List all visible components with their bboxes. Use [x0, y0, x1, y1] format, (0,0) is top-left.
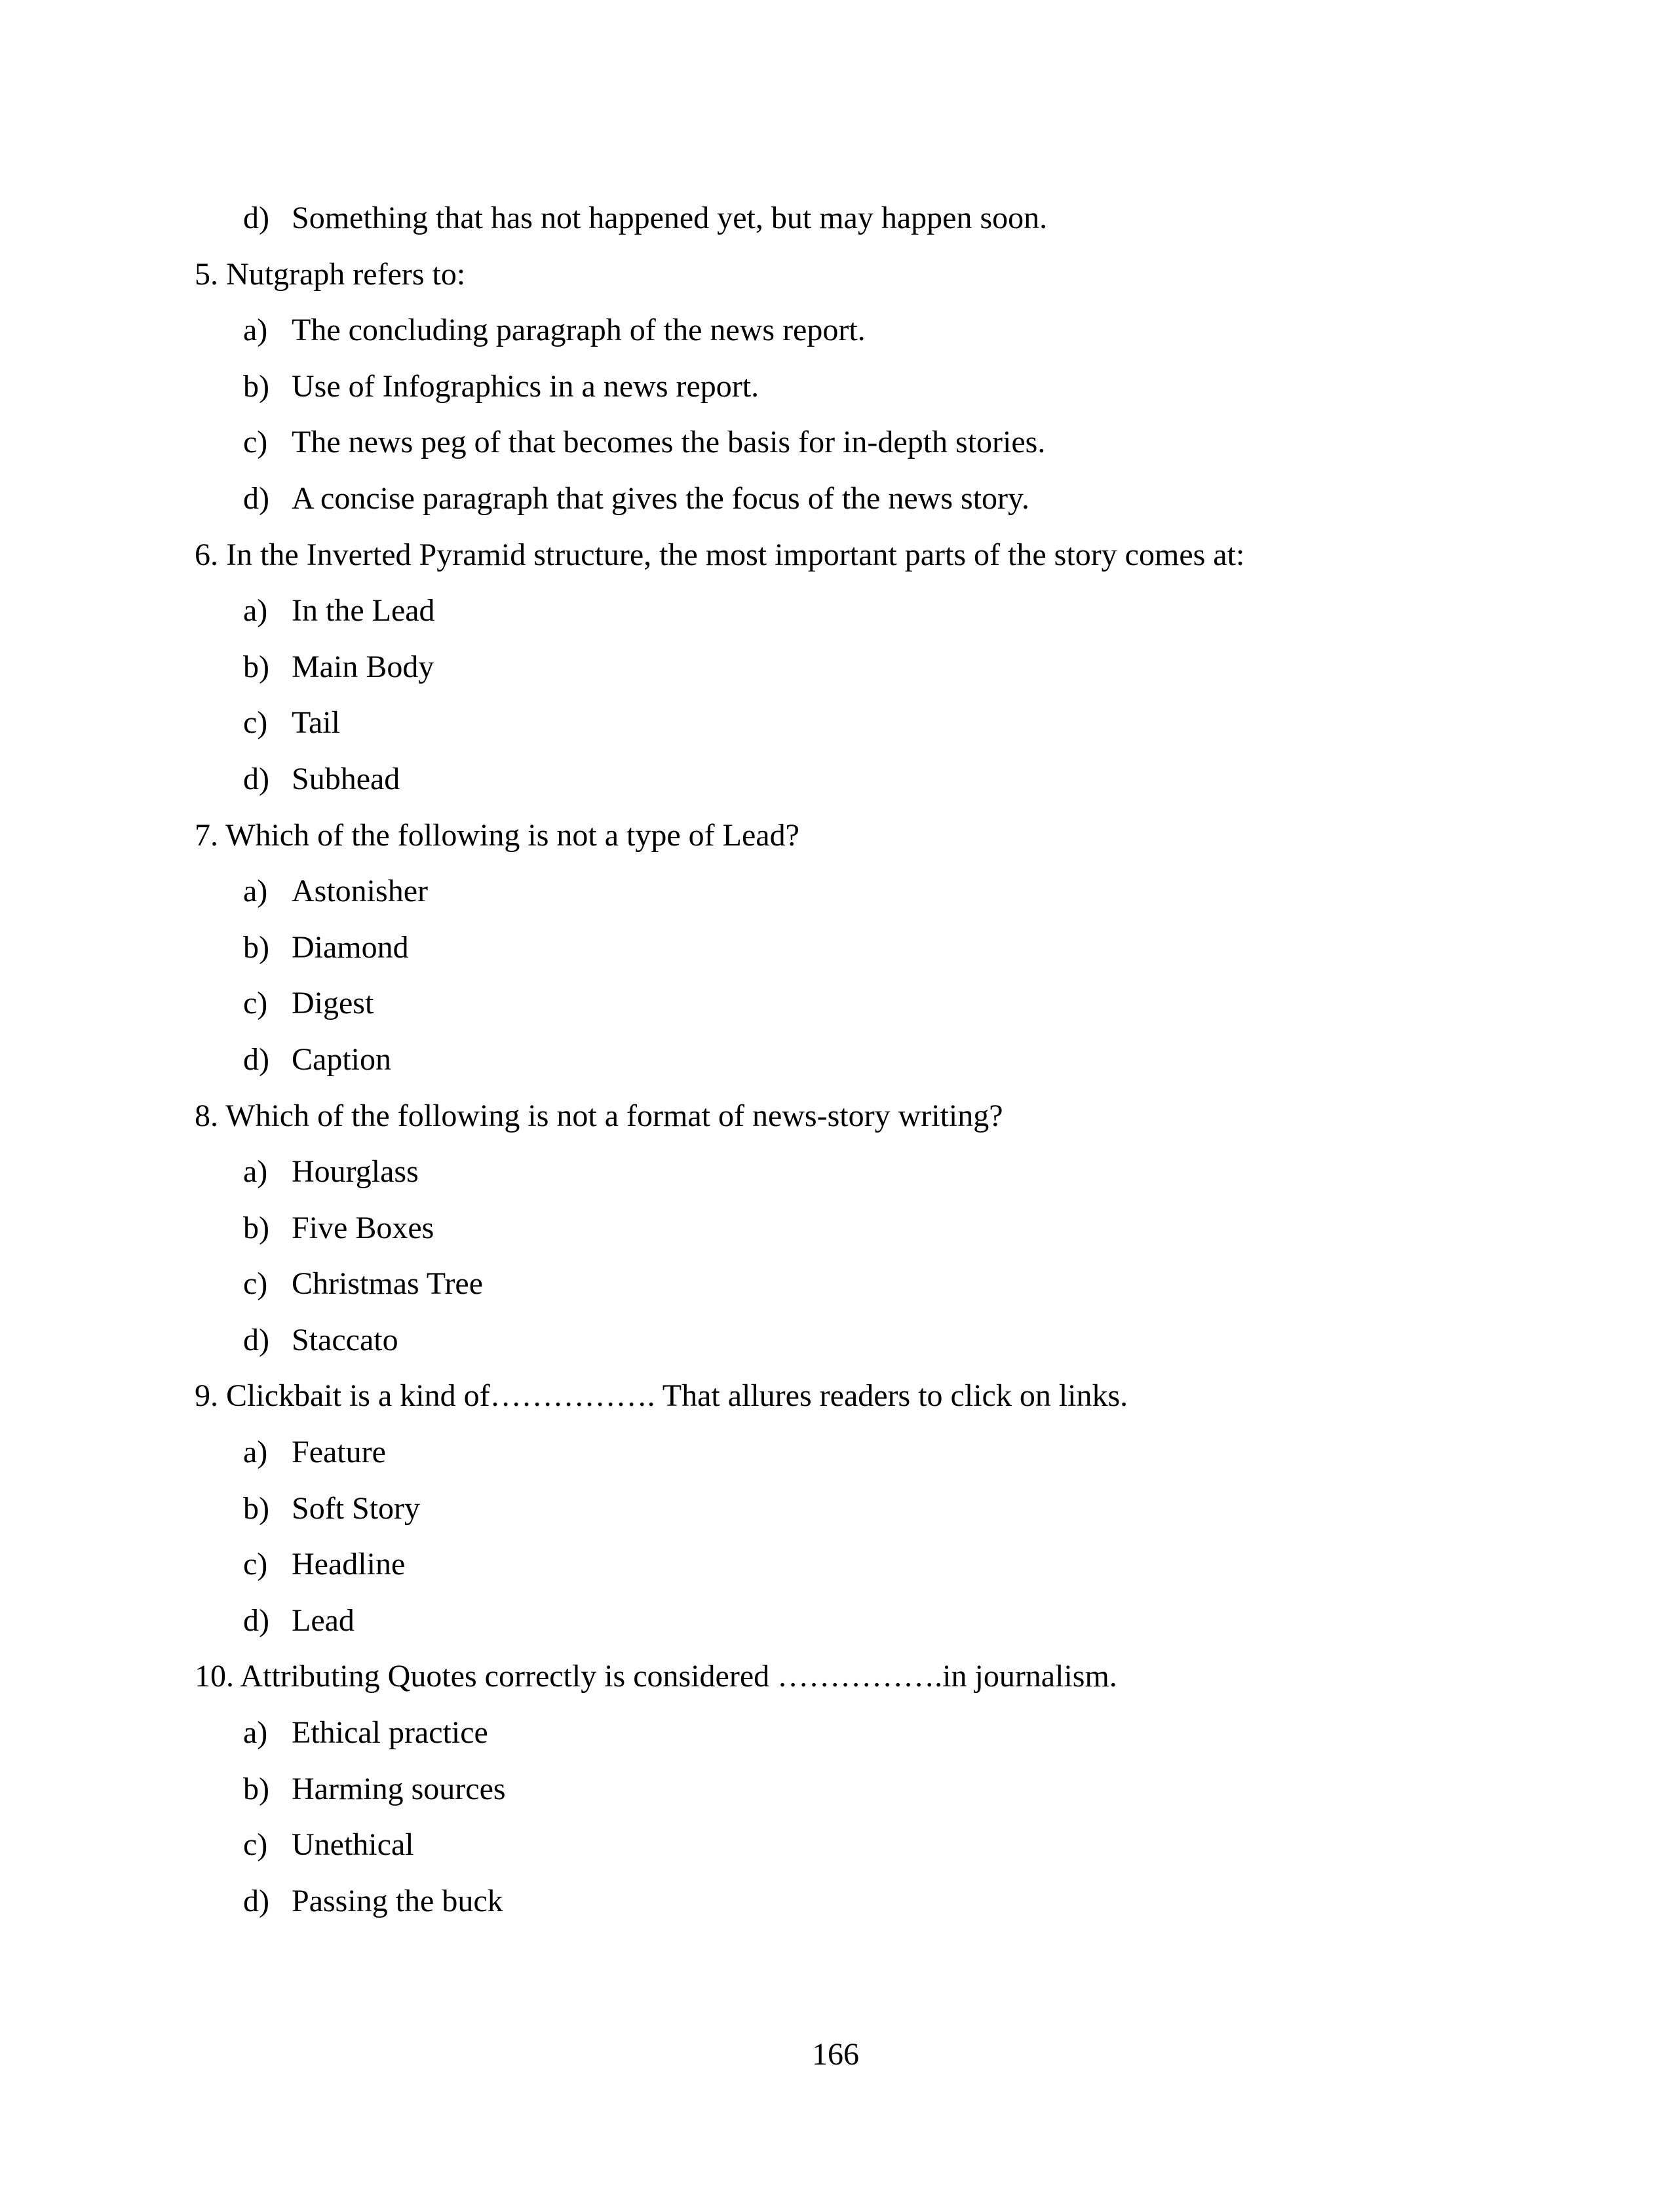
option-letter: a)	[243, 1435, 268, 1470]
option-letter: b)	[243, 649, 269, 684]
option-text: A concise paragraph that gives the focus of the news story.	[292, 480, 1029, 516]
option-6a	[195, 583, 1505, 639]
option-letter: b)	[243, 929, 269, 965]
option-text: In the Lead	[292, 593, 435, 629]
option-letter: b)	[243, 1490, 269, 1526]
option-text: Lead	[292, 1602, 355, 1638]
option-letter: a)	[243, 1154, 268, 1190]
option-10a	[195, 1705, 1505, 1761]
option-5a	[195, 302, 1505, 359]
option-letter: b)	[243, 1771, 269, 1806]
option-text: The concluding paragraph of the news report.	[292, 313, 866, 348]
option-9d	[195, 1593, 1505, 1649]
option-9b	[195, 1481, 1505, 1537]
option-text: Feature	[292, 1435, 386, 1470]
option-7a	[195, 863, 1505, 920]
option-6d	[195, 751, 1505, 807]
option-5d	[195, 471, 1505, 527]
option-10d	[195, 1873, 1505, 1930]
option-text: Harming sources	[292, 1771, 506, 1806]
option-letter: c)	[243, 1266, 268, 1302]
page-number: 166	[812, 2037, 859, 2072]
option-10b	[195, 1761, 1505, 1817]
option-text: Digest	[292, 986, 374, 1021]
option-9c	[195, 1536, 1505, 1593]
option-text: Tail	[292, 705, 340, 741]
option-letter: c)	[243, 425, 268, 460]
option-text: Diamond	[292, 929, 409, 965]
option-text: Staccato	[292, 1322, 398, 1357]
option-6c	[195, 695, 1505, 751]
option-letter: d)	[243, 1602, 269, 1638]
option-9a	[195, 1424, 1505, 1481]
option-8a	[195, 1144, 1505, 1200]
question-9: 9. Clickbait is a kind of……………. That allures readers to click on links.	[195, 1378, 1128, 1414]
option-8c	[195, 1256, 1505, 1312]
option-letter: c)	[243, 986, 268, 1021]
option-5c	[195, 414, 1505, 471]
option-letter: a)	[243, 313, 268, 348]
option-text: Soft Story	[292, 1490, 421, 1526]
option-text: Headline	[292, 1547, 406, 1582]
question-8: 8. Which of the following is not a format of news-story writing?	[195, 1098, 1003, 1133]
option-letter: b)	[243, 368, 269, 404]
question-list	[195, 190, 1505, 1929]
option-letter: b)	[243, 1210, 269, 1245]
option-letter: a)	[243, 593, 268, 629]
option-8d	[195, 1312, 1505, 1368]
option-carryover-d	[195, 190, 1505, 246]
option-text: Caption	[292, 1041, 391, 1077]
option-letter: c)	[243, 1547, 268, 1582]
question-7: 7. Which of the following is not a type of Lead?	[195, 817, 799, 853]
option-letter: d)	[243, 1883, 269, 1918]
option-10c	[195, 1817, 1505, 1873]
option-letter: c)	[243, 1827, 268, 1863]
option-text: Subhead	[292, 761, 400, 796]
option-7d	[195, 1032, 1505, 1088]
option-6b	[195, 639, 1505, 695]
option-text: The news peg of that becomes the basis for in-depth stories.	[292, 425, 1046, 460]
option-5b	[195, 359, 1505, 415]
option-7c	[195, 975, 1505, 1032]
question-6: 6. In the Inverted Pyramid structure, the most important parts of the story comes at:	[195, 537, 1245, 572]
option-text: Ethical practice	[292, 1715, 488, 1751]
option-8b	[195, 1200, 1505, 1256]
option-letter: d)	[243, 1322, 269, 1357]
option-text: Five Boxes	[292, 1210, 434, 1245]
option-letter: d)	[243, 1041, 269, 1077]
option-letter: a)	[243, 1715, 268, 1751]
option-letter: a)	[243, 874, 268, 909]
option-text: Astonisher	[292, 874, 428, 909]
option-text: Main Body	[292, 649, 434, 684]
option-letter: d)	[243, 201, 269, 235]
option-text: Christmas Tree	[292, 1266, 484, 1302]
question-10: 10. Attributing Quotes correctly is considered …………….in journalism.	[195, 1659, 1117, 1694]
option-text: Unethical	[292, 1827, 414, 1863]
option-letter: d)	[243, 761, 269, 796]
option-text: Hourglass	[292, 1154, 419, 1190]
option-letter: d)	[243, 480, 269, 516]
question-5: 5. Nutgraph refers to:	[195, 256, 466, 292]
option-letter: c)	[243, 705, 268, 741]
option-text: Something that has not happened yet, but may happen soon.	[292, 201, 1048, 235]
option-text: Passing the buck	[292, 1883, 503, 1918]
option-7b	[195, 920, 1505, 976]
option-text: Use of Infographics in a news report.	[292, 368, 759, 404]
